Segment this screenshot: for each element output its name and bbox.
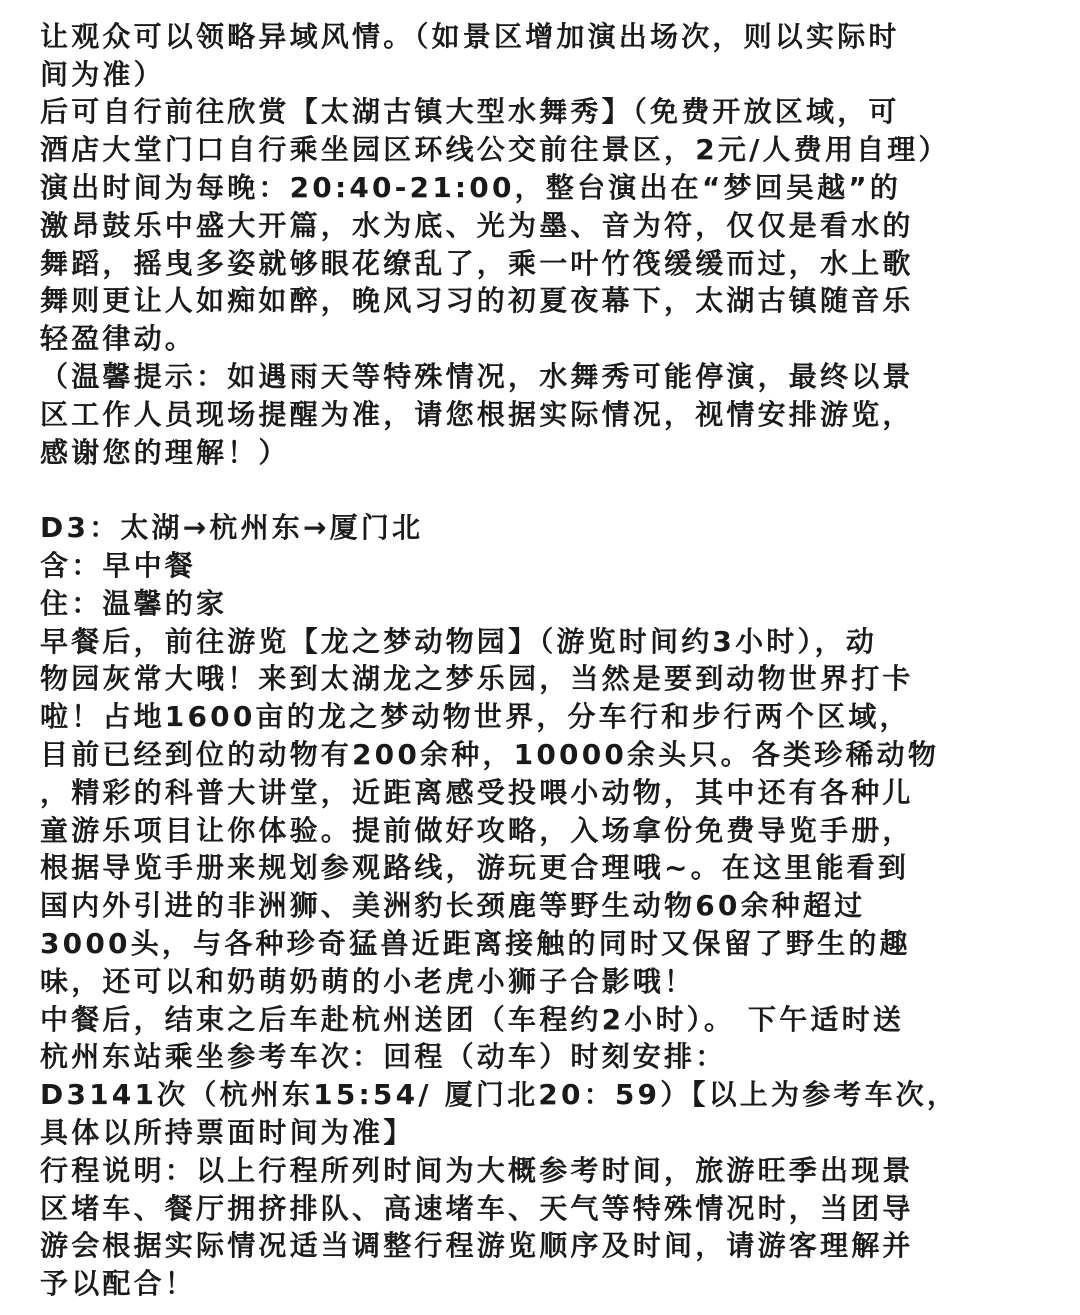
text-line: 演出时间为每晚：20:40-21:00，整台演出在“梦回吴越”的 <box>40 170 902 204</box>
text-line: 目前已经到位的动物有200余种，10000余头只。各类珍稀动物 <box>40 737 940 771</box>
text-line: 轻盈律动。 <box>40 322 197 356</box>
text-line: 国内外引进的非洲狮、美洲豹长颈鹿等野生动物60余种超过 <box>40 889 866 923</box>
train-line: 具体以所持票面时间为准】 <box>40 1115 415 1149</box>
text-line: 后可自行前往欣赏【太湖古镇大型水舞秀】（免费开放区域，可 <box>40 95 900 129</box>
blank-line <box>40 471 1060 509</box>
day-heading: D3：太湖→杭州东→厦门北 <box>40 511 424 545</box>
notes-line: 行程说明：以上行程所列时间为大概参考时间，旅游旺季出现景 <box>40 1153 914 1187</box>
cutoff-top-line <box>40 0 1060 18</box>
text-line: 味，还可以和奶萌奶萌的小老虎小狮子合影哦！ <box>40 964 696 998</box>
text-line: 激昂鼓乐中盛大开篇，水为底、光为墨、音为符，仅仅是看水的 <box>40 208 914 242</box>
text-line: 杭州东站乘坐参考车次：回程（动车）时刻安排： <box>40 1040 727 1074</box>
tip-line: 区工作人员现场提醒为准，请您根据实际情况，视情安排游览， <box>40 397 914 431</box>
accommodation-line: 住：温馨的家 <box>40 586 228 620</box>
text-line: 啦！占地1600亩的龙之梦动物世界，分车行和步行两个区域， <box>40 700 911 734</box>
text-line: 舞蹈，摇曳多姿就够眼花缭乱了，乘一叶竹筏缓缓而过，水上歌 <box>40 246 914 280</box>
text-line: 童游乐项目让你体验。提前做好攻略，入场拿份免费导览手册， <box>40 813 914 847</box>
text-line: 物园灰常大哦！来到太湖龙之梦乐园，当然是要到动物世界打卡 <box>40 662 914 696</box>
tip-line: 感谢您的理解！） <box>40 435 290 469</box>
text-line: 让观众可以领略异域风情。（如景区增加演出场次，则以实际时 <box>40 19 900 53</box>
text-line: 早餐后，前往游览【龙之梦动物园】（游览时间约3小时），动 <box>40 624 878 658</box>
text-line: 3000头，与各种珍奇猛兽近距离接触的同时又保留了野生的趣 <box>40 926 911 960</box>
text-line: 中餐后，结束之后车赴杭州送团（车程约2小时）。 下午适时送 <box>40 1002 905 1036</box>
tip-line: （温馨提示：如遇雨天等特殊情况，水舞秀可能停演，最终以景 <box>40 359 914 393</box>
notes-line: 区堵车、餐厅拥挤排队、高速堵车、天气等特殊情况时，当团导 <box>40 1191 914 1225</box>
text-line: 根据导览手册来规划参观路线，游玩更合理哦~。在这里能看到 <box>40 851 910 885</box>
train-line: D3141次（杭州东15:54/ 厦门北20：59）【以上为参考车次， <box>40 1078 959 1112</box>
text-line: ，精彩的科普大讲堂，近距离感受投喂小动物，其中还有各种儿 <box>40 775 914 809</box>
text-line: 舞则更让人如痴如醉，晚风习习的初夏夜幕下，太湖古镇随音乐 <box>40 284 914 318</box>
text-line: 酒店大堂门口自行乘坐园区环线公交前往景区，2元/人费用自理） <box>40 133 950 167</box>
meals-line: 含：早中餐 <box>40 548 197 582</box>
text-line: 间为准） <box>40 57 165 91</box>
itinerary-text <box>40 0 1060 1303</box>
notes-line: 予以配合！ <box>40 1267 197 1301</box>
notes-line: 游会根据实际情况适当调整行程游览顺序及时间，请游客理解并 <box>40 1229 914 1263</box>
